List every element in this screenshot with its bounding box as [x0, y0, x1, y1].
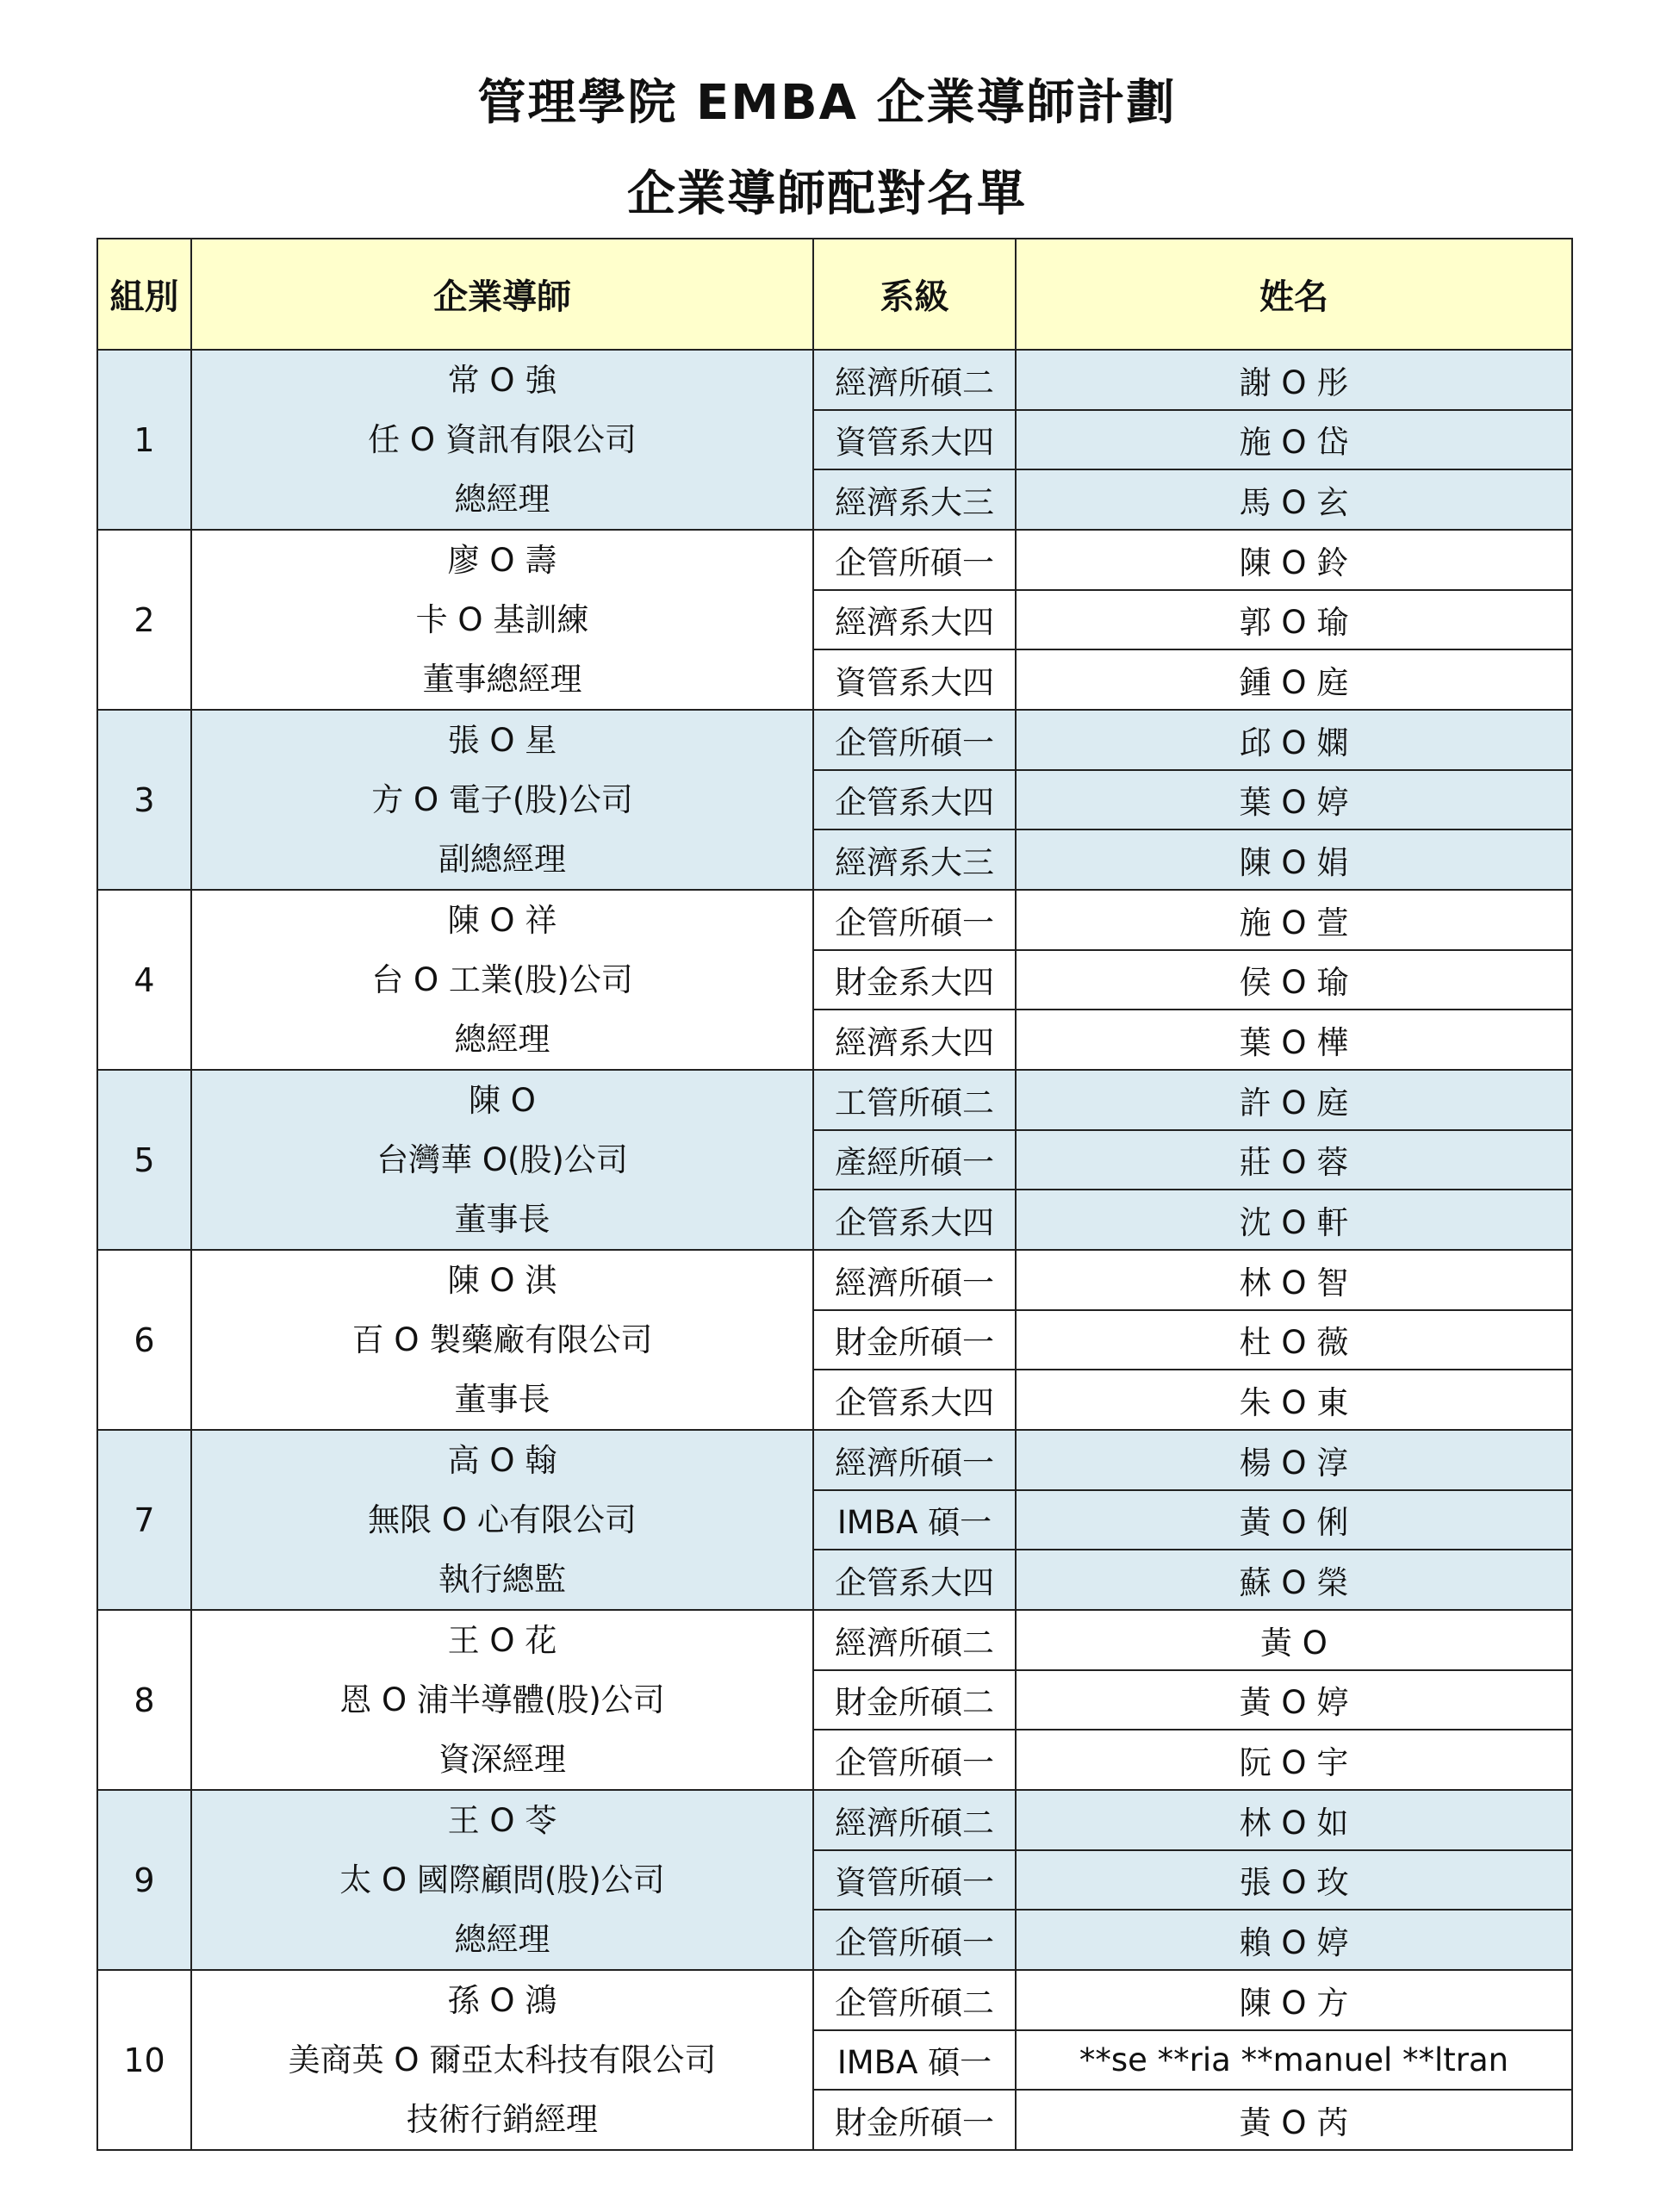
student-name: 張 O 玫: [1016, 1850, 1572, 1911]
mentor-name: 陳 O: [469, 1082, 536, 1119]
student-department: 財金所碩一: [813, 1310, 1016, 1370]
group-number: 10: [97, 1970, 191, 2150]
student-name: 黃 O 婷: [1016, 1670, 1572, 1730]
page-subtitle: 企業導師配對名單: [627, 166, 1027, 222]
mentor-position: 總經理: [454, 1021, 550, 1058]
mentor-position: 總經理: [454, 481, 550, 518]
mentor-name: 廖 O 壽: [447, 542, 557, 579]
mentor-info: [191, 1610, 813, 1790]
student-department: 企管所碩一: [813, 1730, 1016, 1790]
student-department: IMBA 碩一: [813, 2030, 1016, 2091]
table-header-row: [97, 239, 1572, 350]
student-name: 侯 O 瑜: [1016, 950, 1572, 1010]
student-name: 黃 O: [1016, 1610, 1572, 1670]
student-name: 鍾 O 庭: [1016, 649, 1572, 710]
student-department: 經濟所碩二: [813, 350, 1016, 410]
table-row: [97, 1250, 1572, 1310]
mentor-company: 台灣華 O(股)公司: [376, 1141, 628, 1178]
student-name: 沈 O 軒: [1016, 1190, 1572, 1250]
student-department: 資管系大四: [813, 649, 1016, 710]
mentor-info: [191, 350, 813, 530]
student-name: 楊 O 淳: [1016, 1430, 1572, 1490]
student-department: 財金系大四: [813, 950, 1016, 1010]
mentor-name: 王 O 花: [447, 1622, 557, 1659]
student-name: 陳 O 娟: [1016, 830, 1572, 890]
student-department: IMBA 碩一: [813, 1490, 1016, 1550]
mentor-name: 常 O 強: [447, 362, 557, 399]
student-department: 企管所碩二: [813, 1970, 1016, 2030]
table-row: [97, 710, 1572, 770]
group-number: 4: [97, 890, 191, 1070]
table-row: [97, 350, 1572, 410]
mentor-position: 總經理: [454, 1921, 550, 1958]
group-number: 2: [97, 530, 191, 710]
mentor-pairing-table: [96, 238, 1573, 2151]
mentor-info: [191, 1970, 813, 2150]
student-name: 朱 O 東: [1016, 1370, 1572, 1430]
student-name: 林 O 如: [1016, 1790, 1572, 1850]
table-row: [97, 890, 1572, 950]
student-name: 謝 O 彤: [1016, 350, 1572, 410]
student-department: 工管所碩二: [813, 1070, 1016, 1130]
student-name: 杜 O 薇: [1016, 1310, 1572, 1370]
column-header-group: 組別: [97, 239, 191, 350]
student-department: 經濟系大四: [813, 590, 1016, 650]
student-department: 經濟系大四: [813, 1010, 1016, 1070]
student-name: 郭 O 瑜: [1016, 590, 1572, 650]
student-name: 葉 O 婷: [1016, 770, 1572, 830]
group-number: 3: [97, 710, 191, 890]
mentor-info: [191, 710, 813, 890]
group-number: 9: [97, 1790, 191, 1970]
student-department: 財金所碩一: [813, 2090, 1016, 2150]
table-row: [97, 1610, 1572, 1670]
mentor-company: 卡 O 基訓練: [415, 601, 589, 638]
mentor-info: [191, 1430, 813, 1610]
mentor-company: 方 O 電子(股)公司: [371, 781, 633, 818]
table-row: [97, 1430, 1572, 1490]
student-department: 經濟所碩一: [813, 1250, 1016, 1310]
student-department: 經濟所碩二: [813, 1610, 1016, 1670]
group-number: 7: [97, 1430, 191, 1610]
student-department: 財金所碩二: [813, 1670, 1016, 1730]
mentor-position: 資深經理: [438, 1741, 566, 1778]
student-department: 經濟所碩一: [813, 1430, 1016, 1490]
mentor-company: 太 O 國際顧問(股)公司: [339, 1861, 665, 1898]
mentor-company: 美商英 O 爾亞太科技有限公司: [288, 2041, 717, 2078]
mentor-position: 副總經理: [438, 841, 566, 878]
group-number: 5: [97, 1070, 191, 1250]
mentor-position: 技術行銷經理: [407, 2101, 598, 2138]
student-name: 莊 O 蓉: [1016, 1130, 1572, 1190]
mentor-name: 孫 O 鴻: [447, 1982, 557, 2019]
student-name: 陳 O 鈴: [1016, 530, 1572, 590]
student-name: **se **ria **manuel **ltran: [1016, 2030, 1572, 2091]
group-number: 6: [97, 1250, 191, 1430]
student-name: 葉 O 樺: [1016, 1010, 1572, 1070]
mentor-info: [191, 1790, 813, 1970]
table-row: [97, 1970, 1572, 2030]
student-department: 企管所碩一: [813, 1910, 1016, 1970]
mentor-company: 恩 O 浦半導體(股)公司: [339, 1681, 665, 1718]
student-department: 企管系大四: [813, 770, 1016, 830]
page-title: 管理學院 EMBA 企業導師計劃: [477, 75, 1177, 131]
student-name: 馬 O 玄: [1016, 469, 1572, 530]
student-name: 黃 O 芮: [1016, 2090, 1572, 2150]
group-number: 8: [97, 1610, 191, 1790]
table-row: [97, 1070, 1572, 1130]
student-department: 資管所碩一: [813, 1850, 1016, 1911]
student-name: 陳 O 方: [1016, 1970, 1572, 2030]
mentor-position: 董事總經理: [422, 661, 582, 698]
mentor-name: 陳 O 淇: [447, 1262, 557, 1299]
student-department: 資管系大四: [813, 410, 1016, 470]
student-department: 產經所碩一: [813, 1130, 1016, 1190]
mentor-company: 台 O 工業(股)公司: [371, 961, 633, 998]
student-name: 邱 O 嫻: [1016, 710, 1572, 770]
student-name: 蘇 O 榮: [1016, 1550, 1572, 1610]
student-name: 許 O 庭: [1016, 1070, 1572, 1130]
group-number: 1: [97, 350, 191, 530]
mentor-position: 執行總監: [438, 1561, 566, 1598]
mentor-company: 任 O 資訊有限公司: [368, 421, 637, 458]
student-name: 賴 O 婷: [1016, 1910, 1572, 1970]
mentor-info: [191, 1250, 813, 1430]
student-department: 企管系大四: [813, 1370, 1016, 1430]
mentor-name: 高 O 翰: [447, 1442, 557, 1479]
mentor-company: 百 O 製藥廠有限公司: [351, 1321, 653, 1358]
student-department: 經濟系大三: [813, 830, 1016, 890]
mentor-info: [191, 1070, 813, 1250]
student-department: 企管系大四: [813, 1550, 1016, 1610]
column-header-name: 姓名: [1016, 239, 1572, 350]
table-row: [97, 530, 1572, 590]
mentor-info: [191, 890, 813, 1070]
student-name: 阮 O 宇: [1016, 1730, 1572, 1790]
mentor-name: 王 O 苓: [447, 1802, 557, 1839]
student-name: 黃 O 俐: [1016, 1490, 1572, 1550]
student-department: 經濟系大三: [813, 469, 1016, 530]
mentor-position: 董事長: [454, 1201, 550, 1238]
student-department: 企管所碩一: [813, 890, 1016, 950]
mentor-position: 董事長: [454, 1381, 550, 1418]
mentor-info: [191, 530, 813, 710]
mentor-company: 無限 O 心有限公司: [368, 1501, 637, 1538]
column-header-department: 系級: [813, 239, 1016, 350]
student-department: 企管系大四: [813, 1190, 1016, 1250]
student-name: 林 O 智: [1016, 1250, 1572, 1310]
student-department: 經濟所碩二: [813, 1790, 1016, 1850]
mentor-name: 張 O 星: [447, 722, 557, 759]
column-header-mentor: 企業導師: [191, 239, 813, 350]
student-name: 施 O 岱: [1016, 410, 1572, 470]
mentor-name: 陳 O 祥: [447, 902, 557, 939]
student-department: 企管所碩一: [813, 530, 1016, 590]
student-name: 施 O 萱: [1016, 890, 1572, 950]
student-department: 企管所碩一: [813, 710, 1016, 770]
table-row: [97, 1790, 1572, 1850]
